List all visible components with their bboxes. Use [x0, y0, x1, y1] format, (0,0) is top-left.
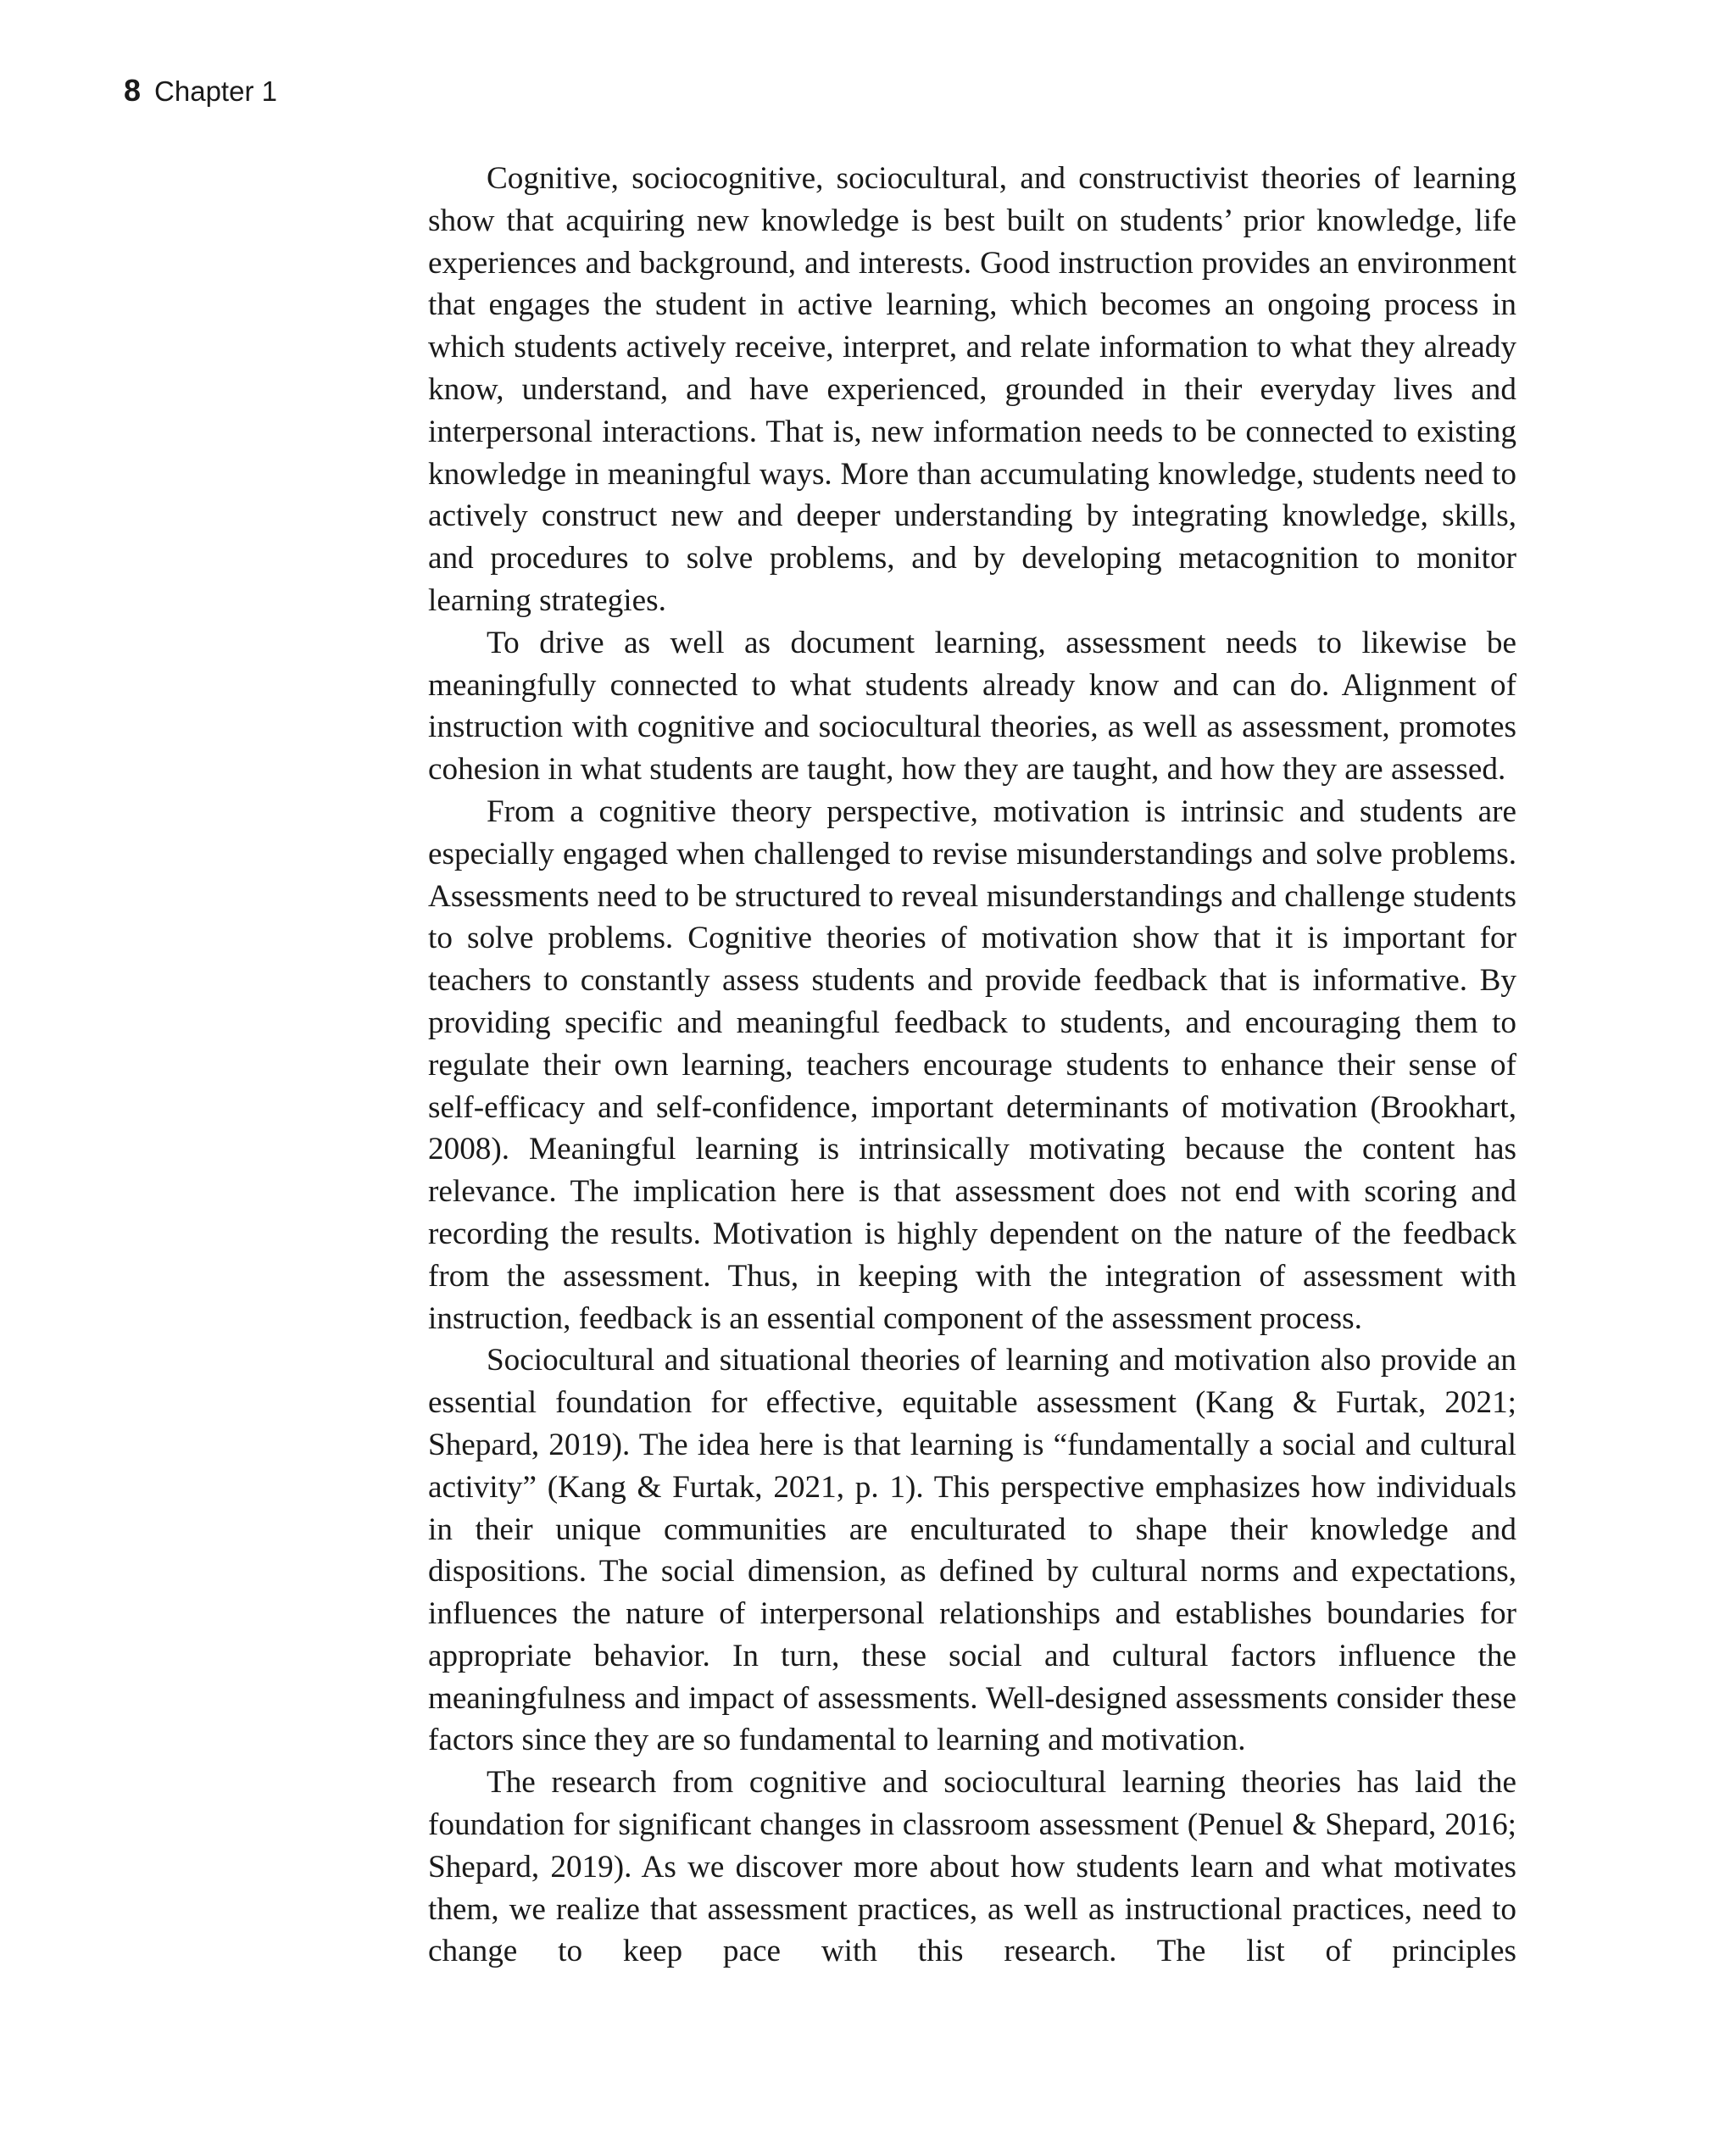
paragraph-5: The research from cognitive and sociocultural learning theories has laid the foundation for significant changes in classroom assessment (Penuel & Shepard, 2016; Shepard, 2019). As we discover more about how students learn and what motivates them, we realize that assessment practices, as well as instructional practices, need to change to keep pace with this research. The list of principles: [428, 1765, 1516, 1969]
paragraph-4: Sociocultural and situational theories of learning and motivation also provide an essential foundation for effective, equitable assessment (Kang & Furtak, 2021; Shepard, 2019). The idea here is that learning is “fundamentally a social and cultural activity” (Kang & Furtak, 2021, p. 1). This perspective emphasizes how individuals in their unique communities are enculturated to shape their knowledge and dispositions. The social dimension, as defined by cultural norms and expectations, influences the nature of interpersonal relationships and establishes boundaries for appropriate behavior. In turn, these social and cultural factors influence the meaningfulness and impact of assessments. Well-designed assessments consider these factors since they are so fundamental to learning and motivation.: [428, 1343, 1516, 1758]
paragraph-1: Cognitive, sociocognitive, sociocultural, and constructivist theories of learning show that acquiring new knowledge is best built on students’ prior knowledge, life experiences and background, and interests. Good instruction provides an environment that engages the student in active learning, which becomes an ongoing process in which students actively receive, interpret, and relate information to what they already know, understand, and have experienced, grounded in their everyday lives and interpersonal interactions. That is, new information needs to be connected to existing knowledge in meaningful ways. More than accumulating knowledge, students need to actively construct new and deeper understanding by integrating knowledge, skills, and procedures to solve problems, and by developing metacognition to monitor learning strategies.: [428, 161, 1516, 618]
paragraph-3: From a cognitive theory perspective, motivation is intrinsic and students are especially engaged when challenged to revise misunderstandings and solve problems. Assessments need to be structured to reveal misunderstandings and challenge students to solve problems. Cognitive theories of motivation show that it is important for teachers to constantly assess students and provide feedback that is informative. By providing specific and meaningful feedback to students, and encouraging them to regulate their own learning, teachers encourage students to enhance their sense of self-efficacy and self-confidence, important determinants of motivation (Brookhart, 2008). Meaningful learning is intrinsically motivating because the content has relevance. The implication here is that assessment does not end with scoring and recording the results. Motivation is highly dependent on the nature of the feedback from the assessment. Thus, in keeping with the integration of assessment with instruction, feedback is an essential component of the assessment process.: [428, 793, 1516, 1336]
paragraph-2: To drive as well as document learning, assessment needs to likewise be meaningfully connected to what students already know and can do. Alignment of instruction with cognitive and sociocultural theories, as well as assessment, promotes cohesion in what students are taught, how they are taught, and how they are assessed.: [428, 625, 1516, 788]
chapter-label: Chapter 1: [154, 75, 277, 107]
page-number: 8: [124, 73, 142, 108]
running-header: [124, 73, 277, 109]
body-text: [428, 158, 1516, 1973]
